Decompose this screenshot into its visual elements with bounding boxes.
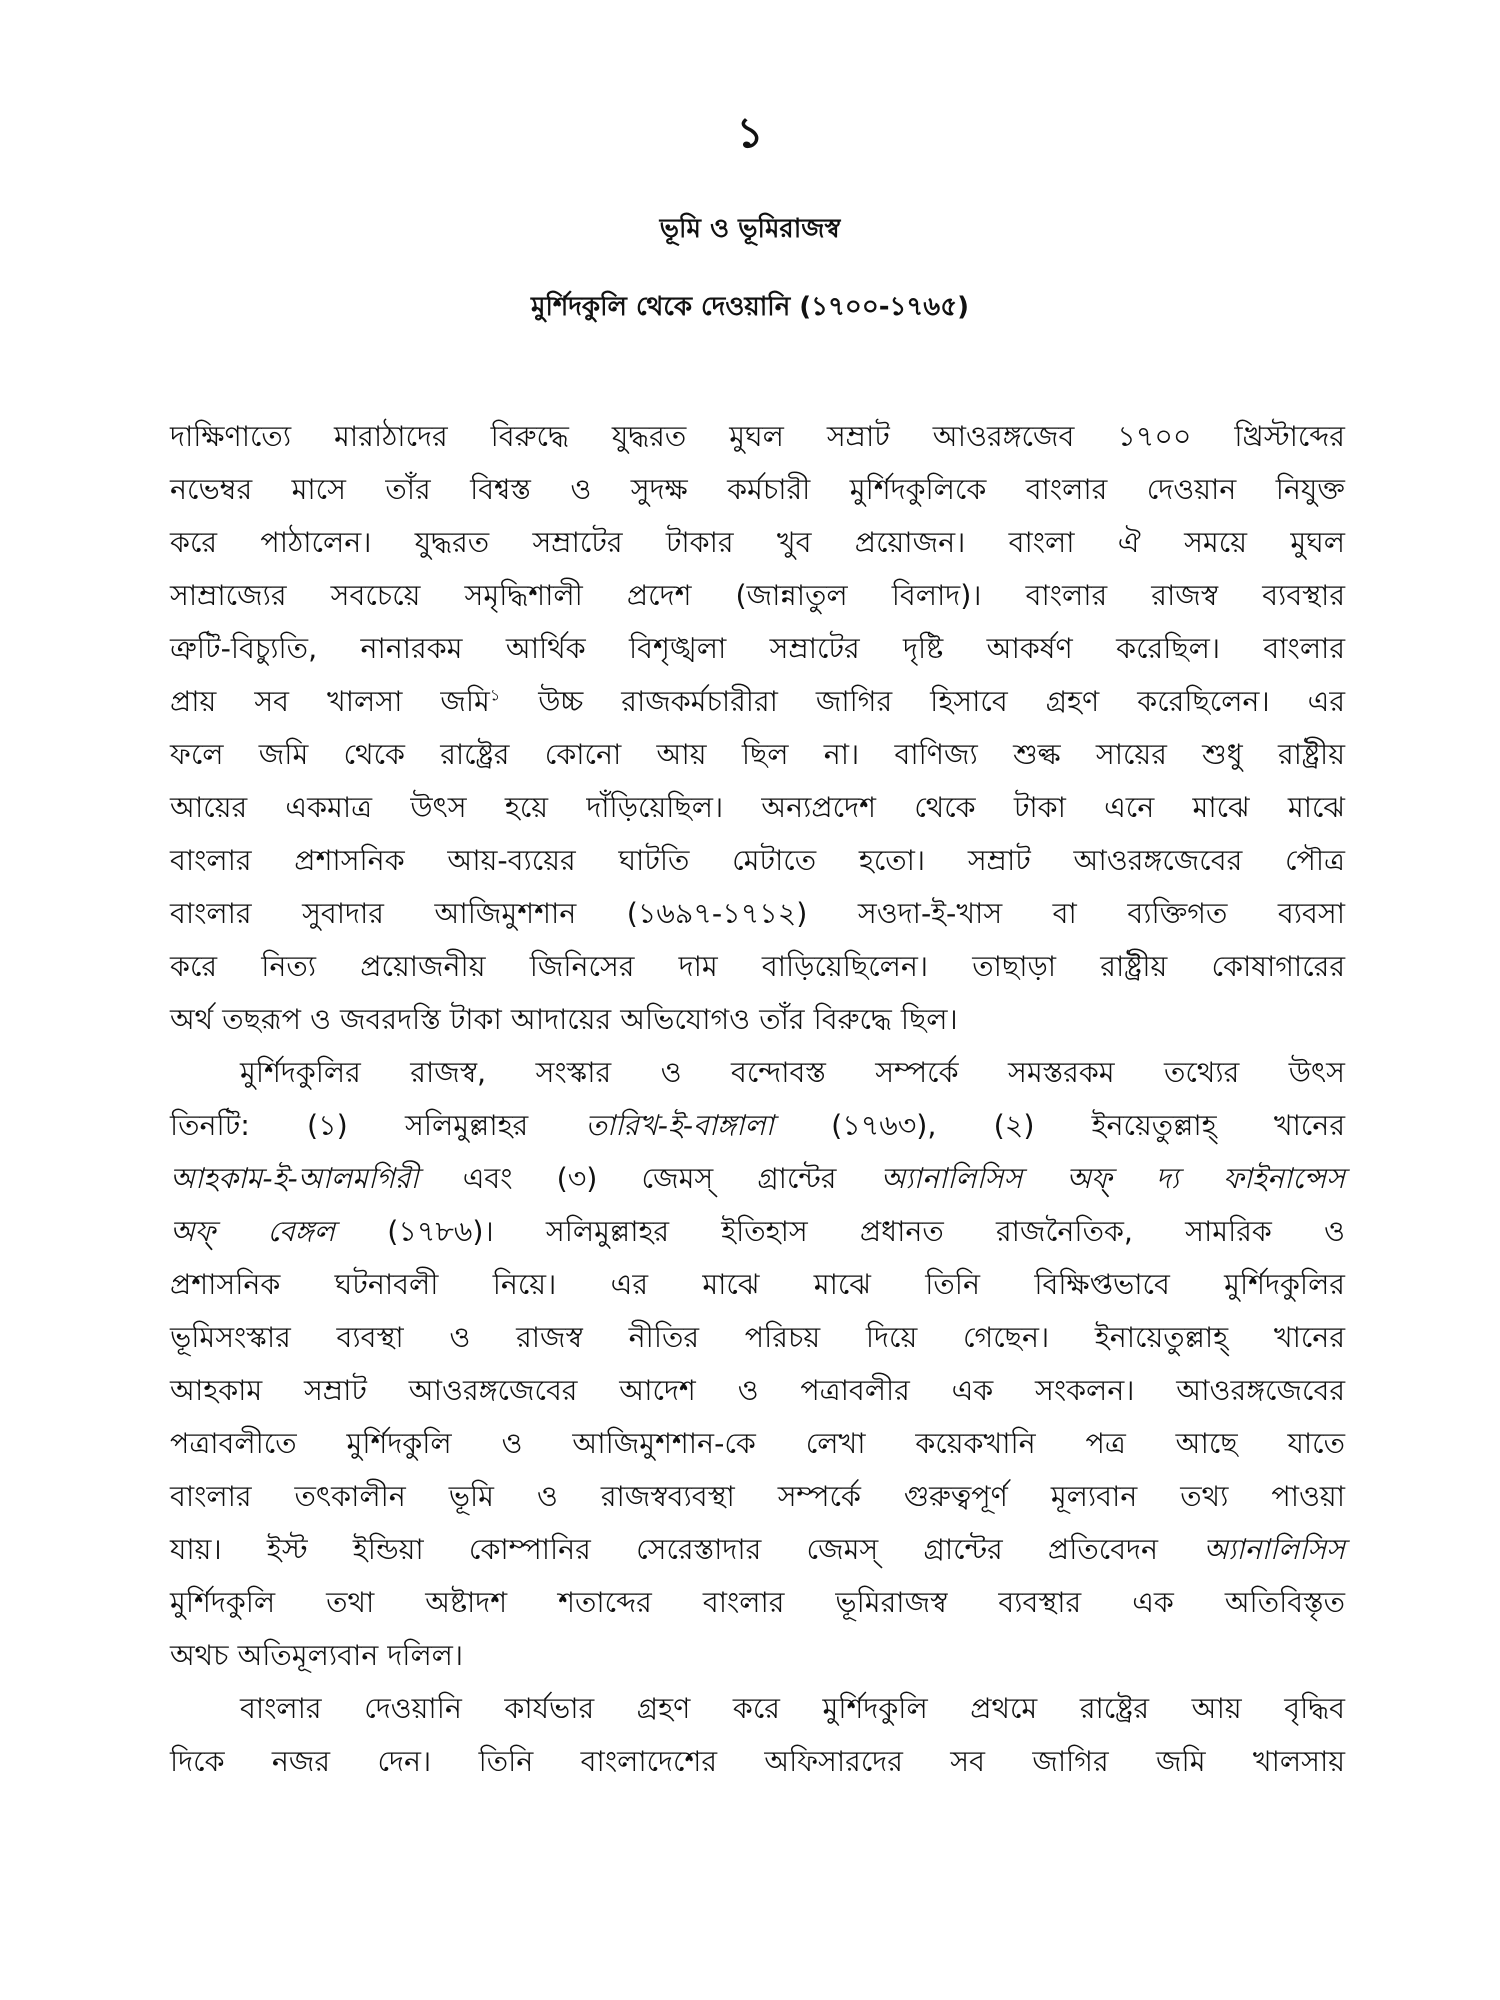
book-title-italic: তারিখ-ই-বাঙ্গালা bbox=[585, 1109, 774, 1142]
text-segment: প্রায় সব খালসা জমি bbox=[170, 685, 490, 718]
text-line: প্রশাসনিক ঘটনাবলী নিয়ে। এর মাঝে মাঝে তিনি বিক্ষিপ্তভাবে মুর্শিদকুলির bbox=[170, 1268, 1345, 1301]
book-title-italic: আহকাম-ই-আলমগিরী bbox=[170, 1162, 419, 1195]
text-line: করে নিত্য প্রয়োজনীয় জিনিসের দাম বাড়িয়েছিলেন। তাছাড়া রাষ্ট্রীয় কোষাগারের bbox=[170, 950, 1345, 983]
chapter-title-line-2: মুর্শিদকুলি থেকে দেওয়ানি (১৭০০-১৭৬৫) bbox=[531, 292, 969, 322]
text-line: অথচ অতিমূল্যবান দলিল। bbox=[170, 1639, 464, 1672]
text-line bbox=[170, 1205, 1345, 1258]
chapter-title-line-1: ভূমি ও ভূমিরাজস্ব bbox=[659, 214, 841, 244]
text-line: মুর্শিদকুলি তথা অষ্টাদশ শতাব্দের বাংলার ভূমিরাজস্ব ব্যবস্থার এক অতিবিস্তৃত bbox=[170, 1586, 1345, 1619]
book-title-italic: অ্যানালিসিস অফ্ দ্য ফাইনান্সেস bbox=[880, 1162, 1345, 1195]
text-line: ভূমিসংস্কার ব্যবস্থা ও রাজস্ব নীতির পরিচয় দিয়ে গেছেন। ইনায়েতুল্লাহ্ খানের bbox=[170, 1321, 1345, 1354]
text-line bbox=[170, 675, 1345, 728]
text-line: আয়ের একমাত্র উৎস হয়ে দাঁড়িয়েছিল। অন্যপ্রদেশ থেকে টাকা এনে মাঝে মাঝে bbox=[170, 791, 1345, 824]
text-line: বাংলার প্রশাসনিক আয়-ব্যয়ের ঘাটতি মেটাতে হতো। সম্রাট আওরঙ্গজেবের পৌত্র bbox=[170, 844, 1345, 877]
text-segment: (১৭৬৩), (২) ইনয়েতুল্লাহ্ খানের bbox=[773, 1109, 1345, 1142]
text-line: দিকে নজর দেন। তিনি বাংলাদেশের অফিসারদের সব জাগির জমি খালসায় bbox=[170, 1745, 1345, 1778]
text-segment: এবং (৩) জেমস্ গ্রান্টের bbox=[418, 1162, 881, 1195]
text-line: দাক্ষিণাত্যে মারাঠাদের বিরুদ্ধে যুদ্ধরত মুঘল সম্রাট আওরঙ্গজেব ১৭০০ খ্রিস্টাব্দের bbox=[170, 420, 1345, 453]
page-number: ১ bbox=[736, 108, 764, 157]
text-line: অর্থ তছরূপ ও জবরদস্তি টাকা আদায়ের অভিযোগও তাঁর বিরুদ্ধে ছিল। bbox=[170, 1003, 958, 1036]
text-line: ফলে জমি থেকে রাষ্ট্রের কোনো আয় ছিল না। বাণিজ্য শুল্ক সায়ের শুধু রাষ্ট্রীয় bbox=[170, 738, 1345, 771]
chapter-title bbox=[0, 190, 1500, 346]
text-segment: তিনটি: (১) সলিমুল্লাহর bbox=[170, 1109, 586, 1142]
text-line: বাংলার তৎকালীন ভূমি ও রাজস্বব্যবস্থা সম্পর্কে গুরুত্বপূর্ণ মূল্যবান তথ্য পাওয়া bbox=[170, 1480, 1345, 1513]
text-line: পত্রাবলীতে মুর্শিদকুলি ও আজিমুশশান-কে লেখা কয়েকখানি পত্র আছে যাতে bbox=[170, 1427, 1345, 1460]
text-segment: যায়। ইস্ট ইন্ডিয়া কোম্পানির সেরেস্তাদার জেমস্ গ্রান্টের প্রতিবেদন bbox=[170, 1533, 1204, 1566]
footnote-marker: ১ bbox=[489, 685, 501, 705]
text-segment: উচ্চ রাজকর্মচারীরা জাগির হিসাবে গ্রহণ করেছিলেন। এর bbox=[500, 685, 1345, 718]
text-line: বাংলার সুবাদার আজিমুশশান (১৬৯৭-১৭১২) সওদা-ই-খাস বা ব্যক্তিগত ব্যবসা bbox=[170, 897, 1345, 930]
book-title-italic: অফ্ বেঙ্গল bbox=[170, 1215, 336, 1248]
text-line: নভেম্বর মাসে তাঁর বিশ্বস্ত ও সুদক্ষ কর্মচারী মুর্শিদকুলিকে বাংলার দেওয়ান নিযুক্ত bbox=[170, 473, 1345, 506]
text-line: বাংলার দেওয়ানি কার্যভার গ্রহণ করে মুর্শিদকুলি প্রথমে রাষ্ট্রের আয় বৃদ্ধিব bbox=[240, 1692, 1345, 1725]
text-line: সাম্রাজ্যের সবচেয়ে সমৃদ্ধিশালী প্রদেশ (জান্নাতুল বিলাদ)। বাংলার রাজস্ব ব্যবস্থার bbox=[170, 579, 1345, 612]
text-segment: (১৭৮৬)। সলিমুল্লাহর ইতিহাস প্রধানত রাজনৈতিক, সামরিক ও bbox=[335, 1215, 1346, 1248]
text-line bbox=[170, 1523, 1345, 1576]
paragraph-2 bbox=[170, 1046, 1345, 1682]
text-line: করে পাঠালেন। যুদ্ধরত সম্রাটের টাকার খুব প্রয়োজন। বাংলা ঐ সময়ে মুঘল bbox=[170, 526, 1345, 559]
text-line: ত্রুটি-বিচ্যুতি, নানারকম আর্থিক বিশৃঙ্খলা সম্রাটের দৃষ্টি আকর্ষণ করেছিল। বাংলার bbox=[170, 632, 1345, 665]
text-line bbox=[170, 1099, 1345, 1152]
paragraph-1 bbox=[170, 410, 1345, 1046]
text-line bbox=[170, 1152, 1345, 1205]
text-line: আহকাম সম্রাট আওরঙ্গজেবের আদেশ ও পত্রাবলীর এক সংকলন। আওরঙ্গজেবের bbox=[170, 1374, 1345, 1407]
body-text bbox=[170, 410, 1345, 1788]
text-line: মুর্শিদকুলির রাজস্ব, সংস্কার ও বন্দোবস্ত সম্পর্কে সমস্তরকম তথ্যের উৎস bbox=[240, 1056, 1345, 1089]
book-title-italic: অ্যানালিসিস bbox=[1203, 1533, 1345, 1566]
paragraph-3 bbox=[170, 1682, 1345, 1788]
